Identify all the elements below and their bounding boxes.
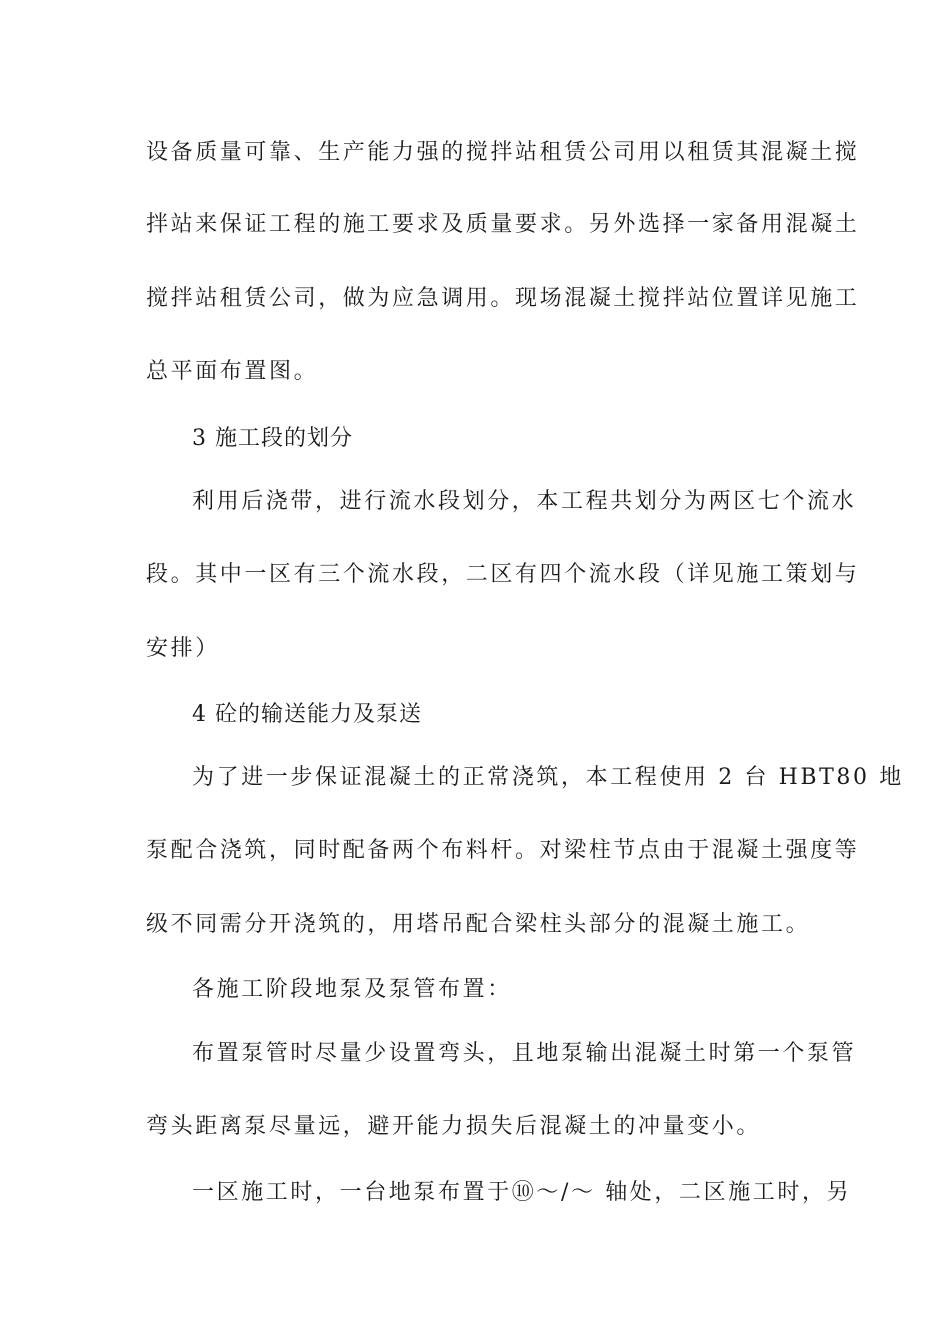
paragraph-line: 弯头距离泵尽量远，避开能力损失后混凝土的冲量变小。 [146,1114,762,1139]
paragraph-line: 段。其中一区有三个流水段，二区有四个流水段（详见施工策划与 [146,562,860,587]
paragraph-line: 安排） [146,636,220,661]
paragraph-line: 级不同需分开浇筑的，用塔吊配合梁柱头部分的混凝土施工。 [146,912,811,937]
paragraph-line: 拌站来保证工程的施工要求及质量要求。另外选择一家备用混凝土 [146,212,860,237]
section-heading: 4 砼的输送能力及泵送 [192,702,422,727]
paragraph-line: 为了进一步保证混凝土的正常浇筑，本工程使用 2 台 HBT80 地 [192,765,904,790]
paragraph-line: 总平面布置图。 [146,359,319,384]
paragraph-line: 利用后浇带，进行流水段划分，本工程共划分为两区七个流水 [192,489,857,514]
paragraph-line: 设备质量可靠、生产能力强的搅拌站租赁公司用以租赁其混凝土搅 [146,140,860,165]
paragraph-line: 一区施工时，一台地泵布置于⑩～/～ 轴处，二区施工时，另 [192,1180,852,1205]
paragraph-line: 泵配合浇筑，同时配备两个布料杆。对梁柱节点由于混凝土强度等 [146,838,860,863]
paragraph-line: 搅拌站租赁公司，做为应急调用。现场混凝土搅拌站位置详见施工 [146,286,860,311]
paragraph-line: 布置泵管时尽量少设置弯头，且地泵输出混凝土时第一个泵管 [192,1041,857,1066]
section-heading: 3 施工段的划分 [192,426,353,451]
paragraph-line: 各施工阶段地泵及泵管布置： [192,977,512,1002]
